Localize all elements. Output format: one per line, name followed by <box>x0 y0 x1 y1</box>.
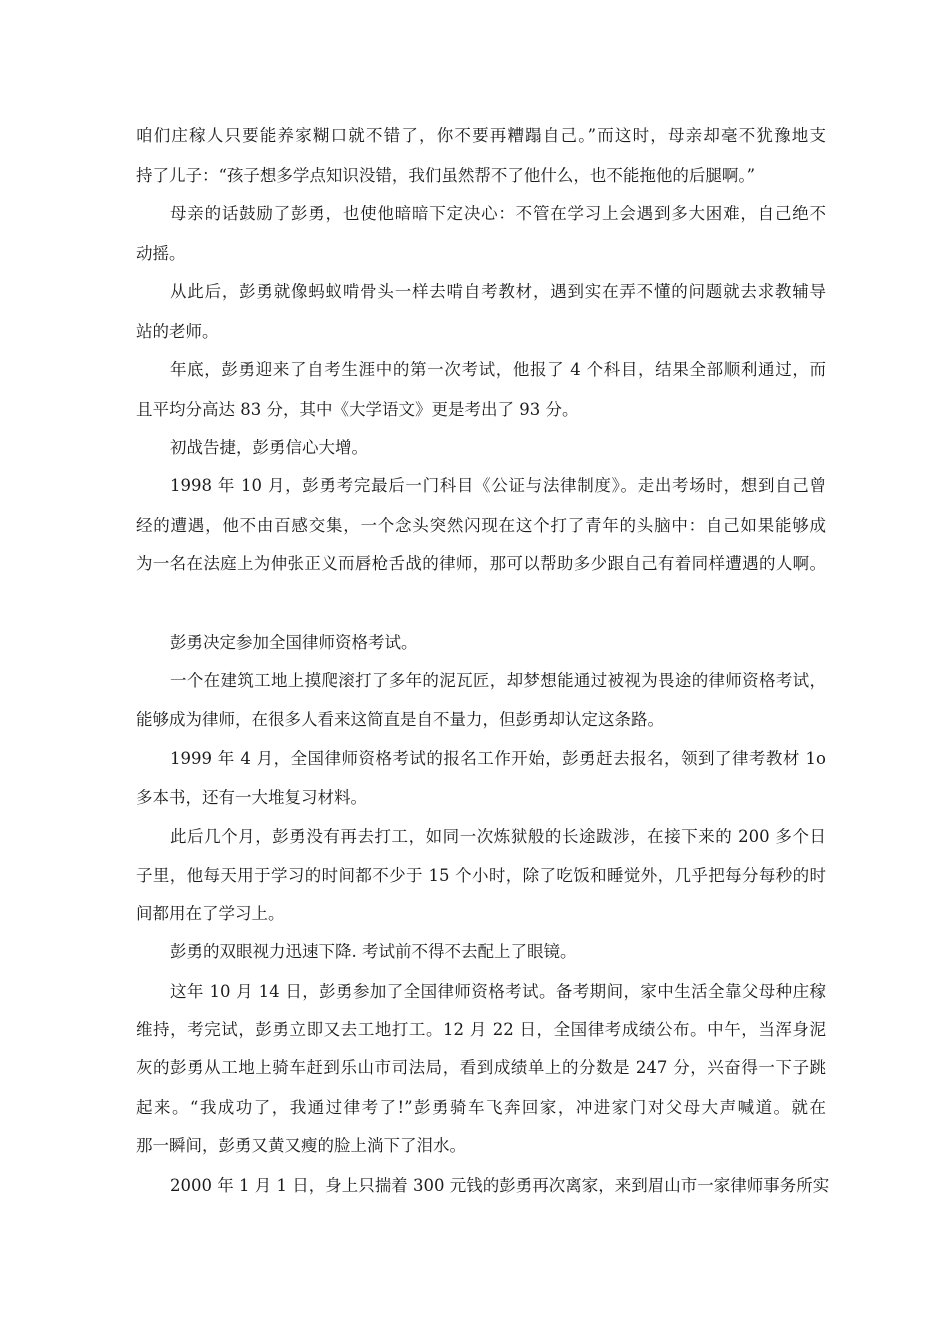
text-line: 咱们庄稼人只要能养家糊口就不错了，你不要再糟蹋自己。”而这时，母亲却毫不犹豫地支 <box>136 126 826 145</box>
text-line: 1998 年 10 月，彭勇考完最后一门科目《公证与法律制度》。走出考场时，想到自己曾 <box>170 476 826 495</box>
text-line: 此后几个月，彭勇没有再去打工，如同一次炼狱般的长途跋涉，在接下来的 200 多个日 <box>170 827 826 846</box>
text-line: 灰的彭勇从工地上骑车赶到乐山市司法局，看到成绩单上的分数是 247 分，兴奋得一下子跳 <box>136 1058 826 1077</box>
text-line: 维持，考完试，彭勇立即又去工地打工。12 月 22 日，全国律考成绩公布。中午，当浑身泥 <box>136 1020 826 1039</box>
text-line: 1999 年 4 月，全国律师资格考试的报名工作开始，彭勇赶去报名，领到了律考教材 1o <box>170 749 826 768</box>
text-line: 那一瞬间，彭勇又黄又瘦的脸上淌下了泪水。 <box>136 1136 466 1155</box>
text-line: 彭勇的双眼视力迅速下降. 考试前不得不去配上了眼镜。 <box>170 942 577 961</box>
text-line: 动摇。 <box>136 244 186 263</box>
text-line: 初战告捷，彭勇信心大增。 <box>170 438 368 457</box>
text-line: 2000 年 1 月 1 日，身上只揣着 300 元钱的彭勇再次离家，来到眉山市一家律师事务所实 <box>170 1176 830 1195</box>
text-line: 母亲的话鼓励了彭勇，也使他暗暗下定决心：不管在学习上会遇到多大困难，自己绝不 <box>170 204 826 223</box>
text-line: 为一名在法庭上为伸张正义而唇枪舌战的律师，那可以帮助多少跟自己有着同样遭遇的人啊。 <box>136 554 826 573</box>
text-line: 年底，彭勇迎来了自考生涯中的第一次考试，他报了 4 个科目，结果全部顺利通过，而 <box>170 360 826 379</box>
text-line: 能够成为律师，在很多人看来这简直是自不量力，但彭勇却认定这条路。 <box>136 710 664 729</box>
text-line: 起来。“我成功了，我通过律考了!”彭勇骑车飞奔回家，冲进家门对父母大声喊道。就在 <box>136 1098 826 1117</box>
text-line: 且平均分高达 83 分，其中《大学语文》更是考出了 93 分。 <box>136 400 579 419</box>
text-line: 这年 10 月 14 日，彭勇参加了全国律师资格考试。备考期间，家中生活全靠父母种庄稼 <box>170 982 826 1001</box>
text-line: 经的遭遇，他不由百感交集，一个念头突然闪现在这个打了青年的头脑中：自己如果能够成 <box>136 516 826 535</box>
text-line: 一个在建筑工地上摸爬滚打了多年的泥瓦匠，却梦想能通过被视为畏途的律师资格考试， <box>170 671 826 690</box>
text-line: 彭勇决定参加全国律师资格考试。 <box>170 633 418 652</box>
text-line: 多本书，还有一大堆复习材料。 <box>136 788 367 807</box>
text-line: 持了儿子：“孩子想多学点知识没错，我们虽然帮不了他什么，也不能拖他的后腿啊。” <box>136 166 756 185</box>
text-line: 子里，他每天用于学习的时间都不少于 15 个小时，除了吃饭和睡觉外，几乎把每分每秒的时 <box>136 866 826 885</box>
text-line: 从此后，彭勇就像蚂蚁啃骨头一样去啃自考教材，遇到实在弄不懂的问题就去求教辅导 <box>170 282 826 301</box>
text-line: 间都用在了学习上。 <box>136 904 285 923</box>
text-line: 站的老师。 <box>136 322 219 341</box>
